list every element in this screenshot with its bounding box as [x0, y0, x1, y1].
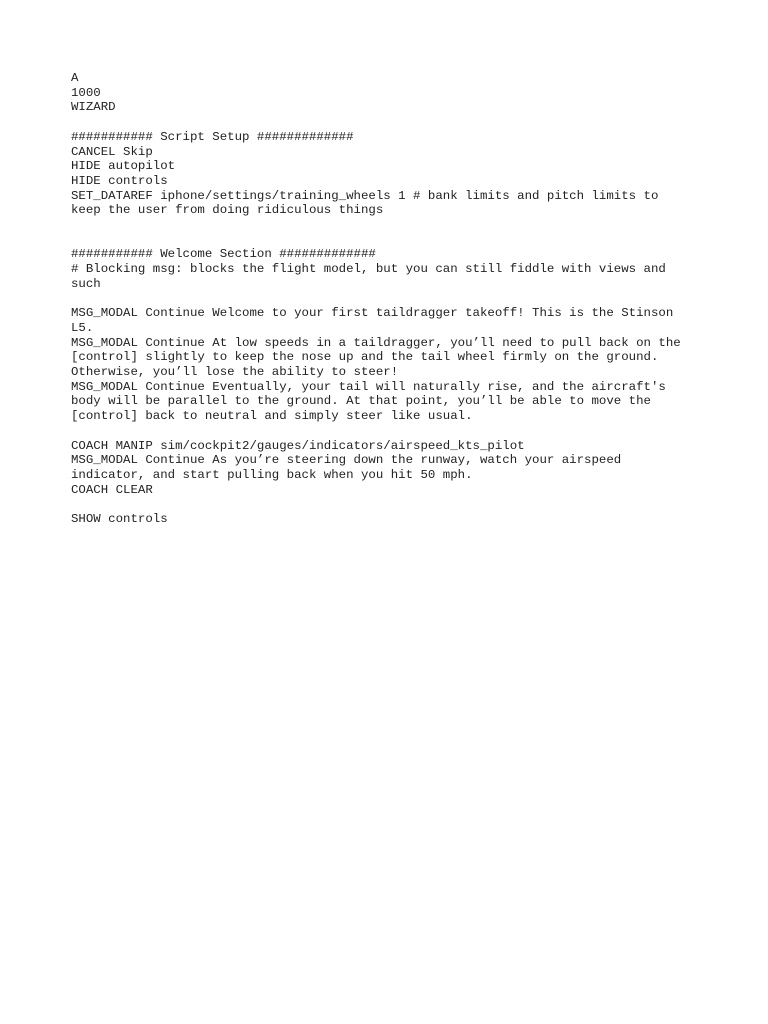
script-setup-line: HIDE controls [71, 173, 168, 188]
welcome-message-line: MSG_MODAL Continue Eventually, your tail will naturally rise, and the aircraft's [71, 379, 666, 394]
blank-line [71, 115, 701, 130]
script-document [71, 71, 701, 527]
coach-line: indicator, and start pulling back when you hit 50 mph. [71, 467, 473, 482]
welcome-message-line: [control] back to neutral and simply steer like usual. [71, 409, 473, 424]
welcome-message-line: [control] slightly to keep the nose up and the tail wheel firmly on the ground. [71, 350, 659, 365]
welcome-message-line: Otherwise, you’ll lose the ability to steer! [71, 365, 399, 380]
coach-line: COACH MANIP sim/cockpit2/gauges/indicators/airspeed_kts_pilot [71, 438, 525, 453]
welcome-comment-line: such [71, 276, 101, 291]
welcome-message-line: body will be parallel to the ground. At that point, you’ll be able to move the [71, 394, 651, 409]
welcome-message-line: L5. [71, 320, 94, 335]
script-setup-heading: ########### Script Setup ############# [71, 129, 354, 144]
welcome-comment-line: # Blocking msg: blocks the flight model, but you can still fiddle with views and [71, 262, 666, 277]
blank-line [71, 424, 701, 439]
header-line-1: A [71, 71, 79, 85]
script-setup-line: keep the user from doing ridiculous things [71, 203, 384, 218]
script-setup-line: HIDE autopilot [71, 159, 176, 174]
script-setup-line: SET_DATAREF iphone/settings/training_wheels 1 # bank limits and pitch limits to [71, 188, 659, 203]
blank-lines [71, 218, 701, 247]
header-line-3: WIZARD [71, 100, 116, 115]
welcome-message-line: MSG_MODAL Continue At low speeds in a taildragger, you’ll need to pull back on the [71, 335, 681, 350]
coach-line: MSG_MODAL Continue As you’re steering down the runway, watch your airspeed [71, 453, 622, 468]
welcome-message-line: MSG_MODAL Continue Welcome to your first taildragger takeoff! This is the Stinson [71, 306, 674, 321]
script-setup-line: CANCEL Skip [71, 144, 153, 159]
welcome-section-heading: ########### Welcome Section ############# [71, 247, 376, 262]
blank-line [71, 497, 701, 512]
blank-line [71, 292, 701, 307]
coach-line: COACH CLEAR [71, 482, 153, 497]
closing-line: SHOW controls [71, 512, 168, 527]
header-line-2: 1000 [71, 85, 101, 100]
